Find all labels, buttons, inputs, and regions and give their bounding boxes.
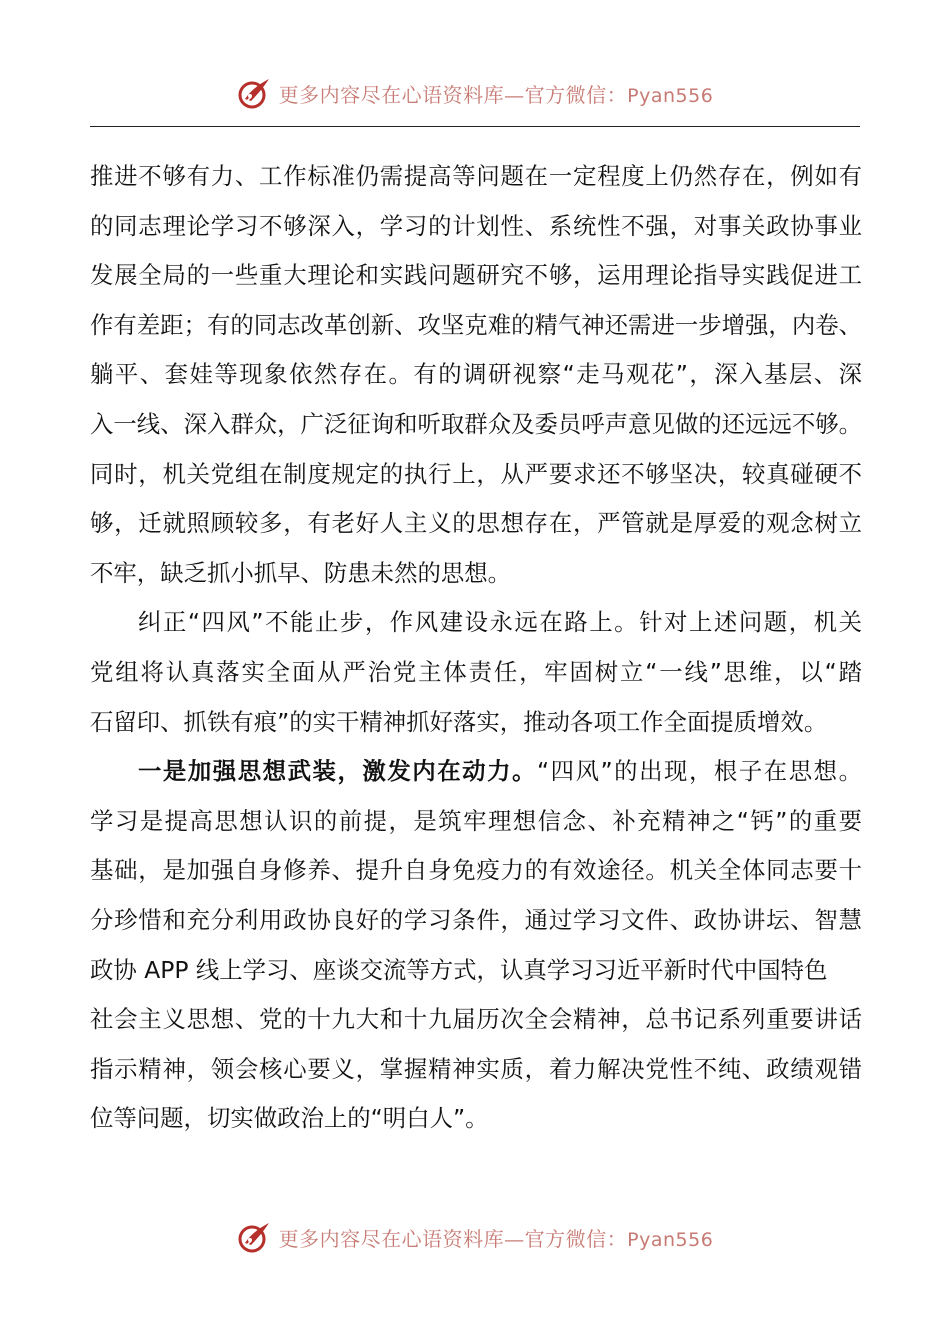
text-line: 躺平、套娃等现象依然存在。有的调研视察“走马观花”，深入基层、深	[90, 360, 862, 389]
text-line: 够，迁就照顾较多，有老好人主义的思想存在，严管就是厚爱的观念树立	[90, 509, 862, 538]
text-line: 的同志理论学习不够深入，学习的计划性、系统性不强，对事关政协事业	[90, 211, 862, 240]
text-line: 入一线、深入群众，广泛征询和听取群众及委员呼声意见做的还远远不够。	[90, 409, 862, 438]
text-line: 推进不够有力、工作标准仍需提高等问题在一定程度上仍然存在，例如有	[90, 162, 862, 190]
text-line: 位等问题，切实做政治上的“明白人”。	[90, 1104, 489, 1133]
text-line: 同时，机关党组在制度规定的执行上，从严要求还不够坚决，较真碰硬不	[90, 459, 862, 488]
text-line: 党组将认真落实全面从严治党主体责任，牢固树立“一线”思维，以“踏	[90, 657, 862, 686]
header-banner-text	[279, 79, 714, 108]
page-footer	[0, 1214, 950, 1260]
paragraph-2	[90, 598, 862, 747]
text-line: 石留印、抓铁有痕”的实干精神抓好落实，推动各项工作全面提质增效。	[90, 707, 828, 736]
footer-banner-id: Pyan556	[627, 1228, 714, 1251]
text-line: 社会主义思想、党的十九大和十九届历次全会精神，总书记系列重要讲话	[90, 1005, 862, 1034]
paragraph-3	[90, 747, 862, 1144]
quill-logo-icon	[237, 75, 273, 111]
heading-followup-text: “四风”的出现，根子在思想。	[536, 757, 862, 786]
section-heading: 一是加强思想武装，激发内在动力。	[138, 757, 537, 786]
text-line: 发展全局的一些重大理论和实践问题研究不够，运用理论指导实践促进工	[90, 261, 862, 290]
text-line: 分珍惜和充分利用政协良好的学习条件，通过学习文件、政协讲坛、智慧	[90, 905, 862, 934]
text-line: 基础，是加强自身修养、提升自身免疫力的有效途径。机关全体同志要十	[90, 856, 862, 885]
document-body	[90, 152, 862, 1144]
footer-banner-text	[279, 1223, 714, 1252]
text-line: 指示精神，领会核心要义，掌握精神实质，着力解决党性不纯、政绩观错	[90, 1054, 862, 1083]
paragraph-1	[90, 152, 862, 598]
text-line: 作有差距；有的同志改革创新、攻坚克难的精气神还需进一步增强，内卷、	[90, 310, 862, 339]
footer-banner	[237, 1219, 714, 1255]
header-banner-id: Pyan556	[627, 84, 714, 107]
text-line	[90, 747, 862, 797]
header-divider	[90, 126, 860, 127]
quill-logo-icon	[237, 1219, 273, 1255]
text-line: 政协 APP 线上学习、座谈交流等方式，认真学习习近平新时代中国特色	[90, 955, 828, 984]
page-header	[0, 70, 950, 116]
text-line: 不牢，缺乏抓小抓早、防患未然的思想。	[90, 558, 512, 587]
text-line: 纠正“四风”不能止步，作风建设永远在路上。针对上述问题，机关	[138, 608, 862, 637]
header-banner	[237, 75, 714, 111]
text-line: 学习是提高思想认识的前提，是筑牢理想信念、补充精神之“钙”的重要	[90, 806, 862, 835]
header-banner-main: 更多内容尽在心语资料库—官方微信：	[278, 82, 628, 107]
footer-banner-main: 更多内容尽在心语资料库—官方微信：	[278, 1226, 628, 1251]
